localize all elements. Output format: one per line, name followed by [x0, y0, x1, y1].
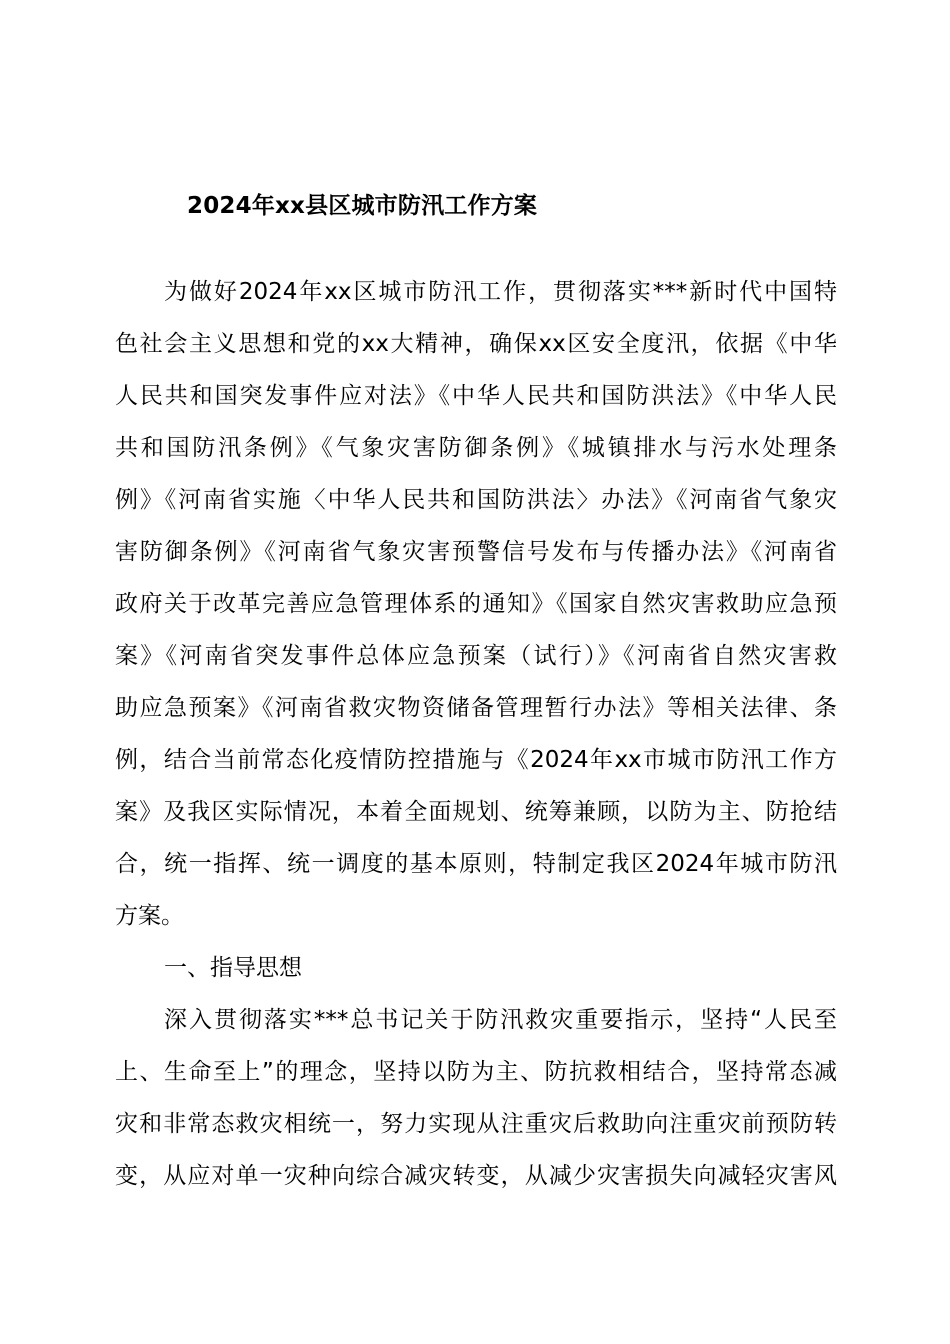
section-heading: 一、指导思想 [164, 955, 302, 981]
paragraph-line: 色社会主义思想和党的xx大精神，确保xx区安全度汛，依据《中华 [115, 331, 837, 357]
paragraph-line: 共和国防汛条例》《气象灾害防御条例》《城镇排水与污水处理条 [115, 435, 837, 461]
paragraph-line: 人民共和国突发事件应对法》《中华人民共和国防洪法》《中华人民 [115, 383, 837, 409]
paragraph-line: 方案。 [115, 903, 184, 929]
paragraph-line: 灾和非常态救灾相统一，努力实现从注重灾后救助向注重灾前预防转 [115, 1111, 837, 1137]
paragraph-line: 例》《河南省实施〈中华人民共和国防洪法〉办法》《河南省气象灾 [115, 487, 837, 513]
paragraph-line: 为做好2024年xx区城市防汛工作，贯彻落实***新时代中国特 [164, 279, 837, 305]
paragraph-line: 深入贯彻落实***总书记关于防汛救灾重要指示，坚持“人民至 [164, 1007, 837, 1033]
paragraph-line: 政府关于改革完善应急管理体系的通知》《国家自然灾害救助应急预 [115, 591, 837, 617]
paragraph-line: 变，从应对单一灾种向综合减灾转变，从减少灾害损失向减轻灾害风 [115, 1163, 837, 1189]
paragraph-line: 例，结合当前常态化疫情防控措施与《2024年xx市城市防汛工作方 [115, 747, 837, 773]
paragraph-line: 害防御条例》《河南省气象灾害预警信号发布与传播办法》《河南省 [115, 539, 837, 565]
paragraph-line: 案》及我区实际情况，本着全面规划、统筹兼顾，以防为主、防抢结 [115, 799, 837, 825]
paragraph-line: 案》《河南省突发事件总体应急预案（试行）》《河南省自然灾害救 [115, 643, 837, 669]
paragraph-line: 合，统一指挥、统一调度的基本原则，特制定我区2024年城市防汛 [115, 851, 837, 877]
document-title: 2024年xx县区城市防汛工作方案 [187, 193, 538, 219]
paragraph-line: 助应急预案》《河南省救灾物资储备管理暂行办法》等相关法律、条 [115, 695, 837, 721]
paragraph-line: 上、生命至上”的理念，坚持以防为主、防抗救相结合，坚持常态减 [115, 1059, 837, 1085]
